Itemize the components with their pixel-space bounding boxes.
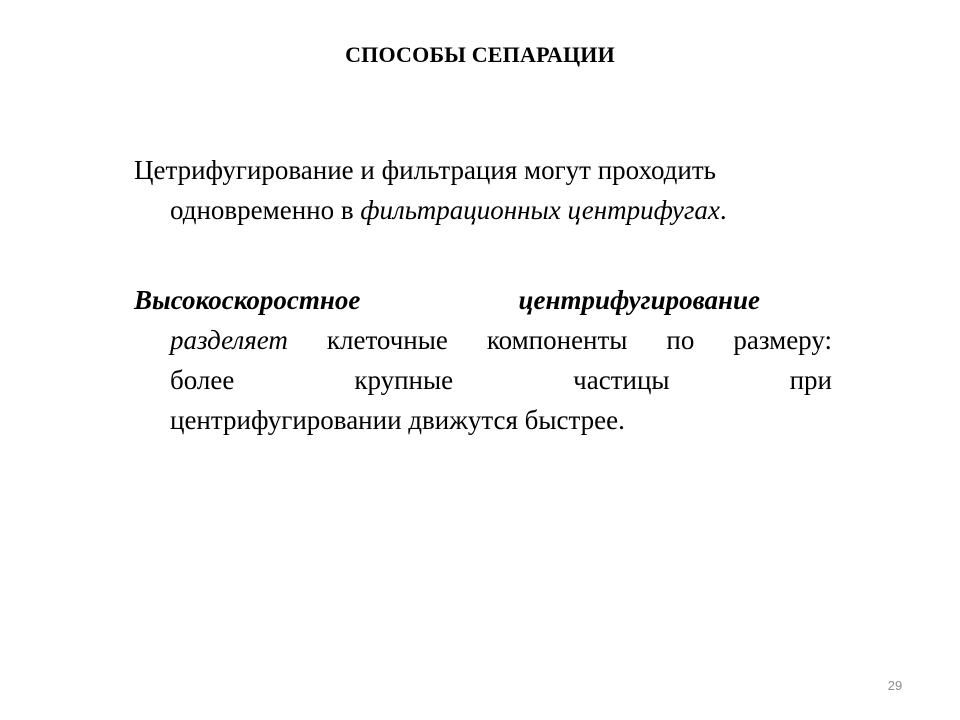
paragraph2-line4 — [134, 400, 832, 440]
page-number: 29 — [887, 678, 903, 693]
paragraph1-line2-end: . — [719, 195, 727, 225]
paragraph1-line2 — [134, 190, 834, 230]
paragraph2-word: размеру: — [733, 325, 832, 355]
paragraph2-word: крупные — [354, 365, 454, 395]
slide-title: СПОСОБЫ СЕПАРАЦИИ — [345, 42, 615, 67]
paragraph2-line4-text: центрифугировании движутся быстрее. — [170, 405, 625, 435]
paragraph2-line1 — [134, 280, 832, 320]
paragraph2-italic-verb: разделяет — [170, 325, 288, 355]
paragraph1-italic-term: фильтрационных центрифугах — [360, 195, 720, 225]
paragraph2-word: более — [170, 365, 235, 395]
paragraph2-word: при — [789, 365, 832, 395]
paragraph2-word: частицы — [573, 365, 670, 395]
paragraph2-word: клеточные — [326, 325, 448, 355]
paragraph2-word: Высокоскоростное — [134, 285, 361, 315]
paragraph2-word: по — [666, 325, 695, 355]
paragraph2-line2 — [134, 320, 832, 360]
paragraph2-line3 — [134, 360, 832, 400]
paragraph1-line2-start: одновременно в — [170, 195, 361, 225]
paragraph1-line1: Цетрифугирование и фильтрация могут проходить — [134, 155, 716, 185]
paragraph2-word: компоненты — [486, 325, 628, 355]
paragraph-high-speed-centrifugation — [134, 280, 832, 440]
paragraph-filtration-centrifuges — [134, 150, 834, 230]
paragraph2-word: центрифугирование — [518, 285, 760, 315]
